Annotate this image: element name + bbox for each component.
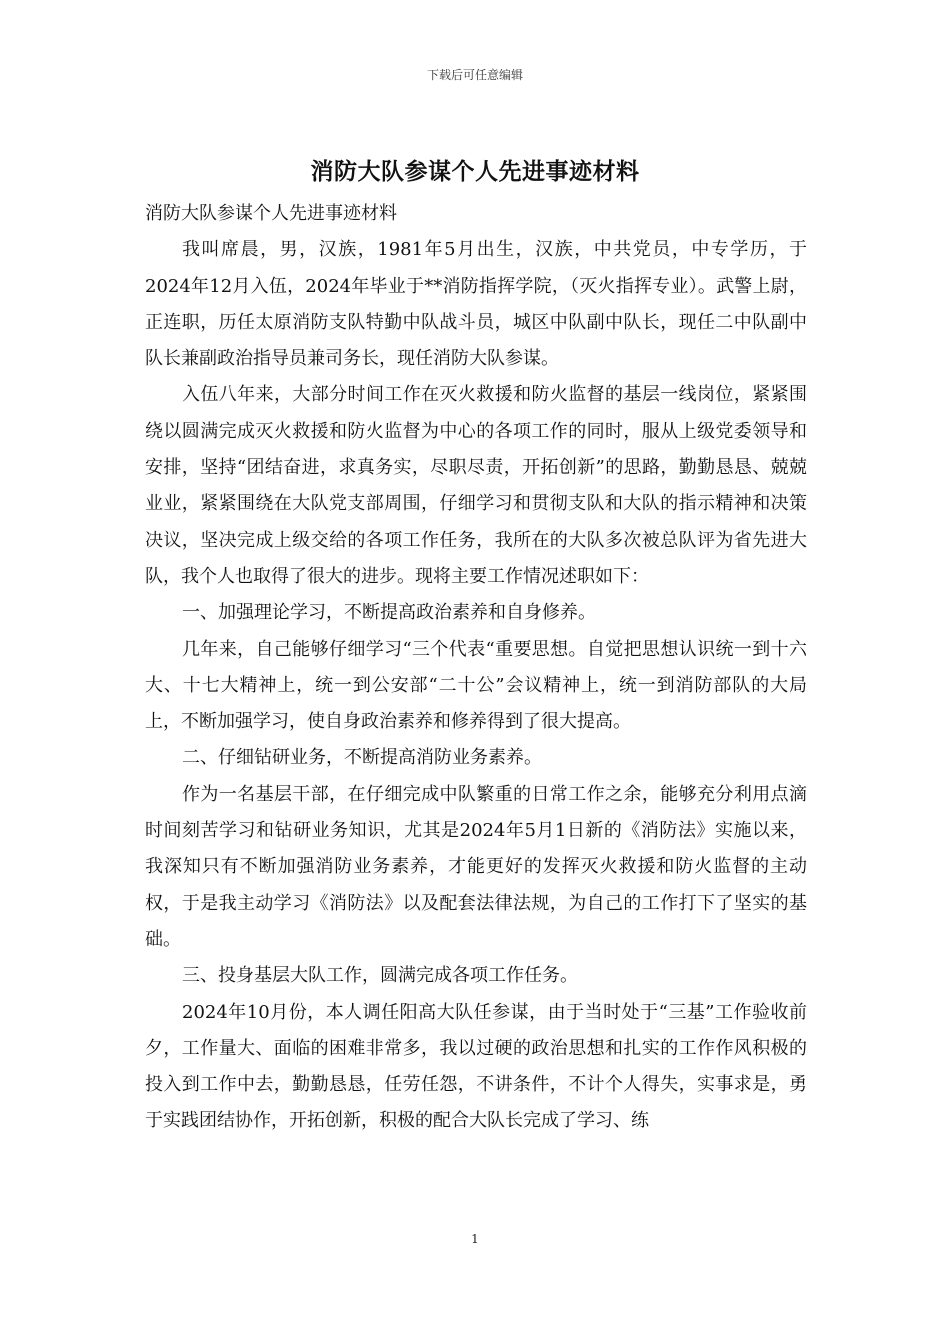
page-number: 1: [471, 1232, 479, 1246]
paragraph-section-1: 几年来，自己能够仔细学习“三个代表“重要思想。自觉把思想认识统一到十六大、十七大精神上，统一到公安部“二十公”会议精神上，统一到消防部队的大局上，不断加强学习，使自身政治素养和修养得到了很大提高。: [145, 638, 807, 733]
document-body: [145, 196, 807, 1140]
section-heading-1: 一、加强理论学习，不断提高政治素养和自身修养。: [182, 602, 596, 624]
header-note: 下载后可任意编辑: [426, 68, 523, 82]
document-title: 消防大队参谋个人先进事迹材料: [310, 158, 640, 185]
paragraph-intro: 我叫席晨，男，汉族，1981年5月出生，汉族，中共党员，中专学历，于2024年12月入伍，2024年毕业于**消防指挥学院，（灭火指挥专业）。武警上尉，正连职，历任太原消防支队特勤中队战斗员，城区中队副中队长，现任二中队副中队长兼副政治指导员兼司务长，现任消防大队参谋。: [145, 239, 807, 370]
paragraph-section-2: 作为一名基层干部，在仔细完成中队繁重的日常工作之余，能够充分利用点滴时间刻苦学习和钻研业务知识，尤其是2024年5月1日新的《消防法》实施以来，我深知只有不断加强消防业务素养，才能更好的发挥灭火救援和防火监督的主动权，于是我主动学习《消防法》以及配套法律法规，为自己的工作打下了坚实的基础。: [145, 783, 807, 950]
paragraph-section-3: 2024年10月份，本人调任阳高大队任参谋，由于当时处于“三基”工作验收前夕，工作量大、面临的困难非常多，我以过硬的政治思想和扎实的工作作风积极的投入到工作中去，勤勤恳恳，任劳任怨，不讲条件，不计个人得失，实事求是，勇于实践团结协作，开拓创新，积极的配合大队长完成了学习、练: [145, 1001, 807, 1132]
section-heading-2: 二、仔细钻研业务，不断提高消防业务素养。: [182, 747, 542, 769]
paragraph-overview: 入伍八年来，大部分时间工作在灭火救援和防火监督的基层一线岗位，紧紧围绕以圆满完成灭火救援和防火监督为中心的各项工作的同时，服从上级党委领导和安排，坚持“团结奋进，求真务实，尽职尽责，开拓创新”的思路，勤勤恳恳、兢兢业业，紧紧围绕在大队党支部周围，仔细学习和贯彻支队和大队的指示精神和决策决议，坚决完成上级交给的各项工作任务，我所在的大队多次被总队评为省先进大队，我个人也取得了很大的进步。现将主要工作情况述职如下：: [145, 384, 807, 587]
section-heading-3: 三、投身基层大队工作，圆满完成各项工作任务。: [182, 965, 578, 987]
document-subtitle: 消防大队参谋个人先进事迹材料: [145, 203, 397, 224]
